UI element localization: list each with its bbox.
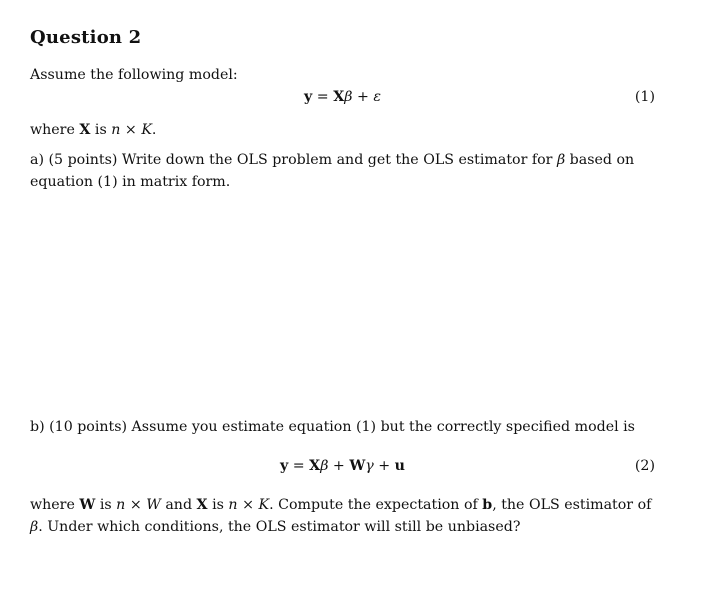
where2-is-2: is (212, 497, 224, 513)
part-a-text (30, 149, 655, 193)
eq1-equals: = (316, 89, 329, 105)
question-heading: Question 2 (30, 27, 142, 48)
where2-text-2: , the OLS estimator of (492, 497, 652, 513)
where2-X: X (196, 497, 208, 513)
where1-times: × (124, 122, 137, 138)
eq2-gamma: γ (365, 458, 374, 474)
eq2-W: W (349, 458, 366, 474)
where2-text-1: . Compute the expectation of (269, 497, 478, 513)
equation-1-number: (1) (634, 89, 655, 105)
where2-text-3: . Under which conditions, the OLS estimator will still be unbiased? (38, 519, 521, 535)
where1-K: K (141, 122, 152, 138)
where2-pre: where (30, 497, 75, 513)
where1-n: n (111, 122, 121, 138)
eq2-equals: = (292, 458, 305, 474)
where2-n-2: n (228, 497, 238, 513)
equation-2-body (30, 455, 655, 477)
where-1-text (30, 119, 660, 141)
equation-1-body (30, 86, 655, 108)
part-b-text: b) (10 points) Assume you estimate equation (1) but the correctly specified model is (30, 419, 635, 435)
where1-X: X (79, 122, 91, 138)
part-a-text-1: a) (5 points) Write down the OLS problem and get the OLS estimator for (30, 152, 553, 168)
eq2-y: y (280, 458, 289, 474)
where2-is-1: is (99, 497, 112, 513)
part-a-beta: β (556, 152, 566, 168)
eq1-y: y (304, 89, 313, 105)
equation-2-number: (2) (634, 458, 655, 474)
where2-n-1: n (116, 497, 126, 513)
eq2-plus-1: + (332, 458, 345, 474)
where2-and: and (165, 497, 193, 513)
where2-beta: β (30, 519, 39, 535)
intro-text: Assume the following model: (30, 67, 238, 83)
where2-times-1: × (129, 497, 142, 513)
where2-times-2: × (242, 497, 254, 513)
where2-W-dim: W (146, 497, 161, 513)
equation-1 (30, 86, 655, 108)
eq2-X: X (309, 458, 321, 474)
where2-K: K (258, 497, 270, 513)
part-a-text-2: based on equation (1) in matrix form. (30, 152, 635, 190)
eq2-plus-2: + (378, 458, 391, 474)
where1-is: is (94, 122, 107, 138)
eq1-beta: β (344, 89, 353, 105)
eq2-beta: β (320, 458, 329, 474)
where2-W: W (79, 497, 96, 513)
eq2-u: u (394, 458, 405, 474)
where1-pre: where (30, 122, 75, 138)
eq1-plus: + (356, 89, 369, 105)
eq1-X: X (333, 89, 345, 105)
where1-dot: . (151, 122, 157, 138)
where-2-text (30, 494, 655, 538)
equation-2 (30, 455, 655, 477)
where2-b: b (482, 497, 493, 513)
eq1-epsilon: ε (373, 89, 381, 105)
